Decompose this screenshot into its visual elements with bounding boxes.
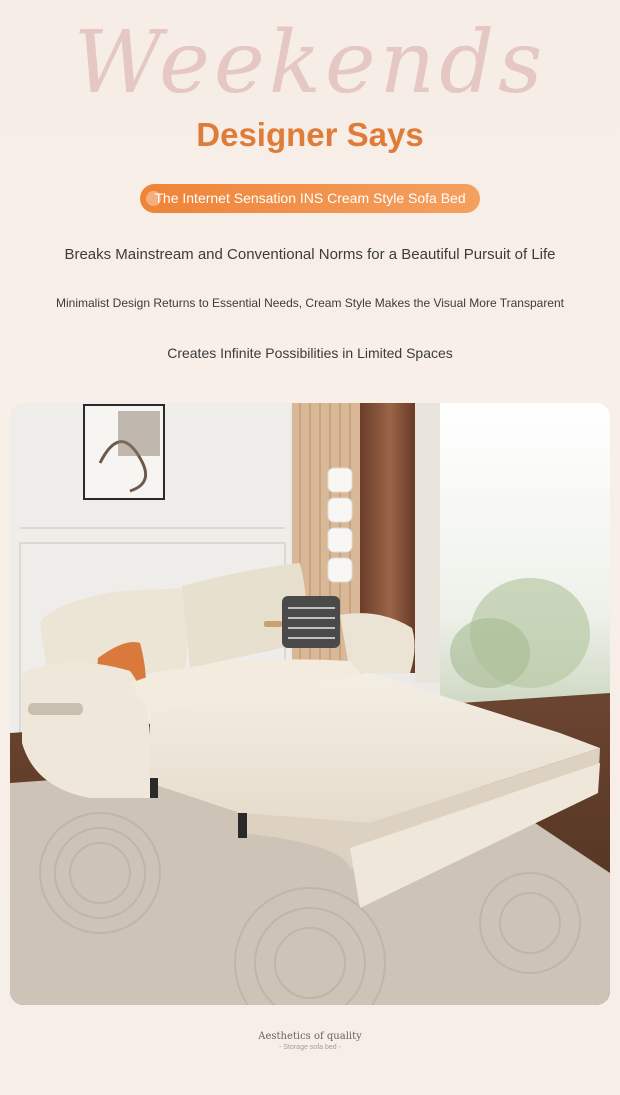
sofa-leg — [238, 813, 247, 838]
product-pill: The Internet Sensation INS Cream Style Sofa Bed — [140, 184, 480, 213]
tagline-1: Breaks Mainstream and Conventional Norms for a Beautiful Pursuit of Life — [64, 246, 556, 263]
product-photo — [10, 403, 610, 1005]
headline: Designer Says — [196, 116, 424, 153]
footer-subtitle: - Storage sofa bed - — [279, 1044, 341, 1051]
tagline-2: Minimalist Design Returns to Essential Needs, Cream Style Makes the Visual More Transparent — [56, 296, 564, 310]
footer-title: Aesthetics of quality — [258, 1031, 362, 1042]
tagline-3: Creates Infinite Possibilities in Limited Spaces — [167, 345, 453, 361]
houndstooth-pillow — [282, 596, 340, 648]
script-title: Weekends — [73, 13, 547, 113]
